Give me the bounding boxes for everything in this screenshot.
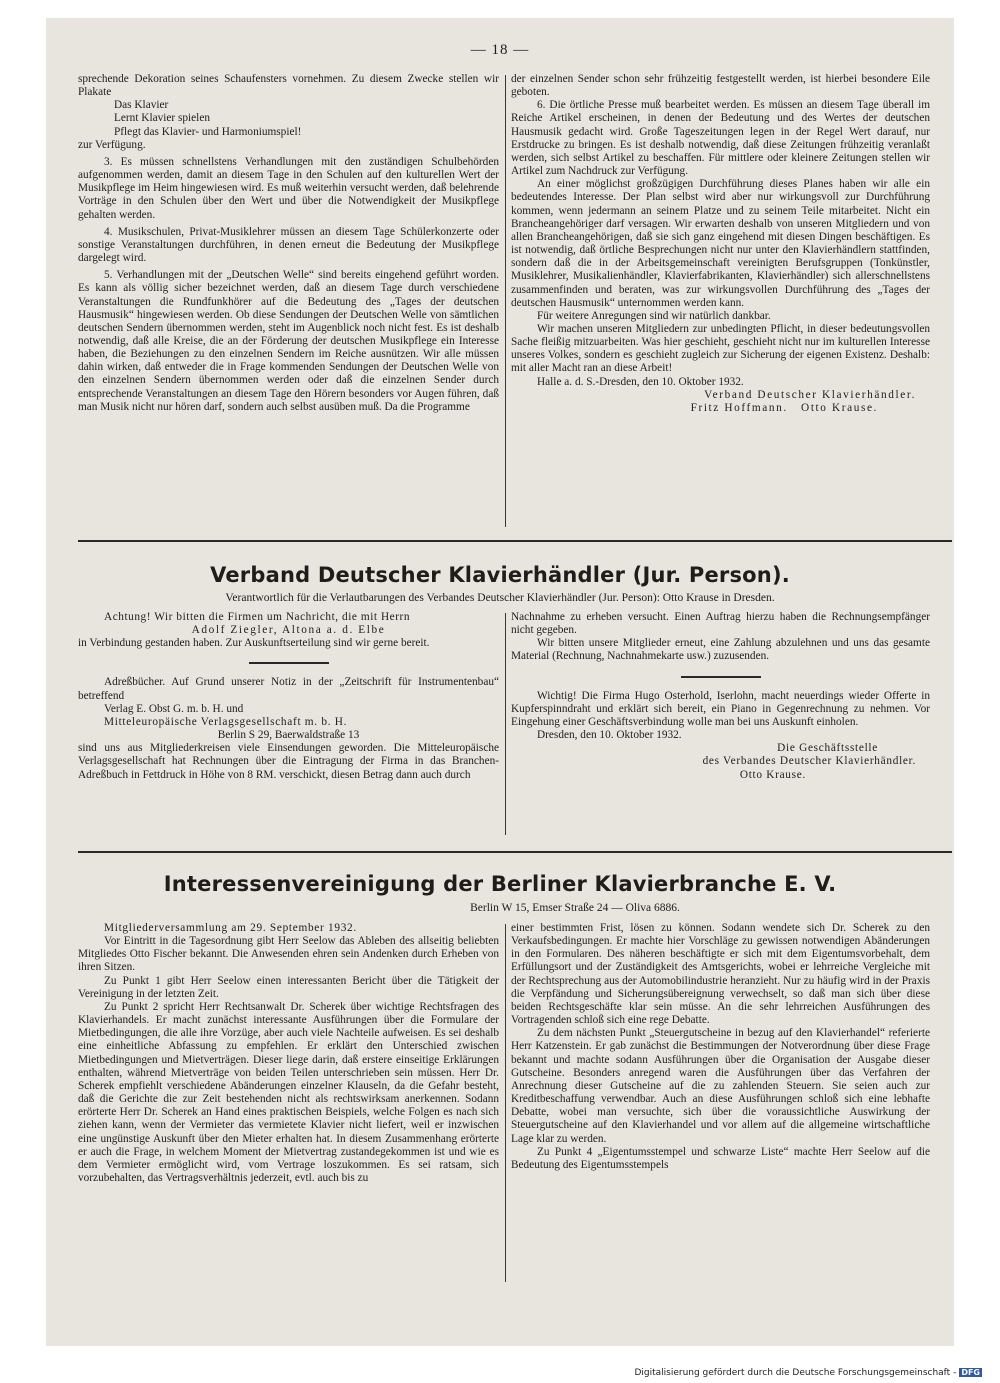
rule xyxy=(249,662,329,664)
paragraph: in Verbindung gestanden haben. Zur Auskunftserteilung sind wir gerne bereit. xyxy=(78,637,430,650)
signature-org: Verband Deutscher Klavierhändler. xyxy=(704,388,916,401)
paragraph: Vor Eintritt in die Tagesordnung gibt Herr Seelow das Ableben des allseitig beliebten Mitgliedes Otto Fischer bekannt. Die Anwesenden ehren sein Andenken durch Erheben von ihren Sitzen. xyxy=(78,935,499,974)
section2-left-column xyxy=(78,922,499,1185)
column-divider xyxy=(505,613,506,835)
paragraph: Zu Punkt 1 gibt Herr Seelow einen interessanten Bericht über die Tätigkeit der Vereinigung in der letzten Zeit. xyxy=(78,974,499,1000)
top-right-column xyxy=(511,73,930,415)
rule xyxy=(681,676,761,678)
paragraph: Zu dem nächsten Punkt „Steuergutscheine in bezug auf den Klavierhandel“ referierte Herr Katzenstein. Er gab zunächst die Bestimmungen der Notverordnung über diese Frage bekannt und machte sodann Ausführungen über die Organisation der Ausgabe dieser Gutscheine. Besonders anregend waren die Ausführungen über das Verfahren der Anrechnung dieser Gutscheine auf die zu zahlenden Steuern. Sie seien auch zur Kreditbeschaffung verwendbar. Auch an diese Ausführungen schloß sich eine lebhafte Debatte, wobei man versuchte, sich über die voraussichtliche Auswirkung der Steuergutscheine auf den Klavierhandel und vor allem auf die allgemeine wirtschaftliche Lage klar zu werden. xyxy=(511,1027,930,1145)
section-title: Verband Deutscher Klavierhändler (Jur. Person). xyxy=(210,563,790,587)
notice: Wichtig! Die Firma Hugo Osterhold, Iserlohn, macht neuerdings wieder Offerte in Kupferspinndraht und erklärt sich bereit, ein Piano in Gegenrechnung zu nehmen. Vor Eingehung einer Geschäftsverbindung wolle man bei uns Auskunft einholen. xyxy=(511,689,930,728)
paragraph: 4. Musikschulen, Privat-Musiklehrer müssen an diesem Tage Schülerkonzerte oder sonstige Veranstaltungen durchführen, in denen erneut die Bedeutung der Musikpflege dargelegt wird. xyxy=(78,225,499,265)
section-divider xyxy=(78,540,952,542)
column-divider xyxy=(505,75,506,527)
dateline: Dresden, den 10. Oktober 1932. xyxy=(537,729,682,742)
dateline: Halle a. d. S.-Dresden, den 10. Oktober 1932. xyxy=(537,375,744,388)
poster-text: Lernt Klavier spielen xyxy=(114,112,210,125)
page-number: — 18 — xyxy=(470,42,530,58)
paragraph: 5. Verhandlungen mit der „Deutschen Welle“ sind bereits eingehend geführt worden. Es kann als völlig sicher bezeichnet werden, daß an diesem Tage durch verschiedene Veranstaltungen die Rundfunkhörer auf die Bedeutung des „Tages der deutschen Hausmusik“ hingewiesen werden. Ob diese Sendungen der Deutschen Welle von sämtlichen deutschen Sendern übernommen werden, steht im Augenblick noch nicht fest. Es ist deshalb notwendig, daß alle Kreise, die an der Förderung der deutschen Musikpflege ein Interesse haben, die Beziehungen zu den einzelnen Sendern im Reiche ausnützen. Wir alle müssen dahin wirken, daß entweder die in Frage kommenden Sendungen der Deutschen Welle von den einzelnen Sendern übernommen werden oder daß die einzelnen Sender durch entsprechende Veranstaltungen an diesem Tage den Hörern besonders vor Augen führen, daß man Musik nicht nur hören darf, sondern auch selbst ausüben muß. Da die Programme xyxy=(78,269,499,413)
notice: Achtung! Wir bitten die Firmen um Nachricht, die mit Herrn xyxy=(104,611,411,623)
paragraph: sind uns aus Mitgliederkreisen viele Einsendungen geworden. Die Mitteleuropäische Verlagsgesellschaft hat Rechnungen über die Eintragung der Firma in das Branchen-Adreßbuch in Fettdruck in Höhe von 8 RM. verschickt, diesen Betrag dann auch durch xyxy=(78,742,499,781)
paragraph: Zu Punkt 2 spricht Herr Rechtsanwalt Dr. Scherek über wichtige Rechtsfragen des Klavierhandels. Er macht zunächst interessante Ausführungen über die Formulare der Mietbedingungen, die alle ihre Vorzüge, aber auch viele Nachteile aufweisen. Es sei deshalb eine einheitliche Abfassung zu empfehlen. Er erklärt den Unterschied zwischen Mietbedingungen und Mietverträgen. Dieser liege darin, daß erstere einseitige Erklärungen enthalten, während Mietverträge von beiden Teilen unterschrieben sein müssen. Herr Dr. Scherek empfiehlt verschiedene Abänderungen einzelner Klauseln, da die Gefahr besteht, daß die Gerichte die zur Zeit bestehenden nicht als rechtswirksam anerkennen. Sodann erörterte Herr Dr. Scherek an Hand eines praktischen Beispiels, welche Folgen es nach sich ziehen kann, wenn der Vermieter das vermietete Klavier nicht liefert, weil er inzwischen eine ungünstige Auskunft über den Mieter erhalten hat. In diesem Zusammenhang erörterte er auch die Frage, in welchem Moment der Mietvertrag zustandegekommen ist und wie es dem Vermieter ermöglicht wird, vom Vertrage loszukommen. Es sei ratsam, sich vorzubehalten, das Vertragsverhältnis jederzeit, evtl. auch bis zu xyxy=(78,1000,499,1184)
section1-left-column xyxy=(78,611,499,782)
firm-address: Berlin S 29, Baerwaldstraße 13 xyxy=(217,729,360,742)
signature-office: Die Geschäftsstelle xyxy=(777,742,878,755)
paragraph: 3. Es müssen schnellstens Verhandlungen mit den zuständigen Schulbehörden aufgenommen werden, damit an diesem Tage in den Schulen auf den kulturellen Wert der Musikpflege im Heim hingewiesen wird. Es muß weiterhin versucht werden, daß belehrende Vorträge in den Schulen über den Wert und über die Notwendigkeit der Musikpflege gehalten werden. xyxy=(78,155,499,221)
signature-names: Fritz Hoffmann. Otto Krause. xyxy=(690,401,878,414)
notice: Adreßbücher. Auf Grund unserer Notiz in der „Zeitschrift für Instrumentenbau“ betreffend xyxy=(78,676,499,702)
signature-names: Otto Krause. xyxy=(739,768,806,781)
section-subtitle: Verantwortlich für die Verlautbarungen des Verbandes Deutscher Klavierhändler (Jur. Person): Otto Krause in Dresden. xyxy=(225,592,775,604)
paragraph: 6. Die örtliche Presse muß bearbeitet werden. Es müssen an diesem Tage überall im Reiche Artikel erscheinen, in denen der Bedeutung und des Wertes der deutschen Hausmusik gedacht wird. Große Tageszeitungen legen in der Regel Wert darauf, nur Erstdrucke zu bringen. Es ist deshalb notwendig, daß diese Zeitungen frühzeitig veranlaßt werden, sich selbst Artikel zu beschaffen. Für mittlere oder kleinere Zeitungen stellen wir Artikel zum Nachdruck zur Verfügung. xyxy=(511,99,930,178)
person-name: Adolf Ziegler, Altona a. d. Elbe xyxy=(191,624,386,637)
paragraph: Wir bitten unsere Mitglieder erneut, eine Zahlung abzulehnen und uns das gesamte Material (Rechnung, Nachnahmekarte usw.) zuzusenden. xyxy=(511,637,930,663)
poster-text: Pflegt das Klavier- und Harmoniumspiel! xyxy=(114,125,302,138)
paragraph: Nachnahme zu erheben versucht. Einen Auftrag hierzu haben die Rechnungsempfänger nicht gegeben. xyxy=(511,611,930,637)
paragraph: Zu Punkt 4 „Eigentumsstempel und schwarze Liste“ machte Herr Seelow auf die Bedeutung des Eigentumsstempels xyxy=(511,1145,930,1171)
poster-text: Das Klavier xyxy=(114,99,169,112)
paragraph: zur Verfügung. xyxy=(78,138,146,151)
meeting-heading: Mitgliederversammlung am 29. September 1932. xyxy=(104,922,357,934)
section2-right-column xyxy=(511,922,930,1172)
paragraph: sprechende Dekoration seines Schaufensters vornehmen. Zu diesem Zwecke stellen wir Plakate xyxy=(78,73,499,99)
section-title: Interessenvereinigung der Berliner Klavierbranche E. V. xyxy=(163,872,837,896)
firm-name: Verlag E. Obst G. m. b. H. und xyxy=(104,702,244,715)
section1-right-column xyxy=(511,611,930,782)
signature-org: des Verbandes Deutscher Klavierhändler. xyxy=(702,755,916,768)
paragraph: der einzelnen Sender schon sehr frühzeitig festgestellt werden, ist hierbei besondere Eile geboten. xyxy=(511,73,930,99)
paragraph: An einer möglichst großzügigen Durchführung dieses Planes haben wir alle ein bedeutendes Interesse. Der Plan selbst wird aber nur wirkungsvoll zur Durchführung kommen, wenn jedermann an seinem Platze und zu seinem Teile mitarbeitet. Nicht ein Brancheangehöriger darf versagen. Wir erwarten deshalb von unseren Mitgliedern und von allen Brancheangehörigen, daß sie sich ganz eingehend mit diesen Dingen beschäftigen. Es ist notwendig, daß örtliche Besprechungen nicht nur unter den Klavierhändlern stattfinden, sondern daß die in der Arbeitsgemeinschaft vereinigten Berufsgruppen (Tonkünstler, Musiklehrer, Musikalienhändler, Klavierfabrikanten, Klavierhändler) sich allerschnellstens zusammenfinden und beraten, was zur wirkungsvollen Durchführung des „Tages der deutschen Hausmusik“ unternommen werden kann. xyxy=(511,178,930,309)
paragraph: Für weitere Anregungen sind wir natürlich dankbar. xyxy=(537,309,771,322)
footer-text: Digitalisierung gefördert durch die Deutsche Forschungsgemeinschaft - xyxy=(634,1368,957,1378)
top-left-column xyxy=(78,73,499,414)
column-divider xyxy=(505,924,506,1282)
section-subtitle: Berlin W 15, Emser Straße 24 — Oliva 6886. xyxy=(470,902,680,914)
firm-name: Mitteleuropäische Verlagsgesellschaft m. b. H. xyxy=(104,715,348,728)
paragraph: Wir machen unseren Mitgliedern zur unbedingten Pflicht, in dieser bedeutungsvollen Sache fleißig mitzuarbeiten. Was hier geschieht, geschieht nicht nur im kulturellen Interesse unseres Volkes, sondern es geschieht zugleich zur Sicherung der eigenen Existenz. Deshalb: mit aller Macht ran an diese Arbeit! xyxy=(511,322,930,375)
footer xyxy=(634,1368,982,1378)
paragraph: einer bestimmten Frist, lösen zu können. Sodann wendete sich Dr. Scherek zu den Verkaufsbedingungen. Er machte hier Vorschläge zu gewissen notwendigen Abänderungen in den Formularen. Des näheren beschäftigte er sich mit dem Eigentumsvorbehalt, dem Erfüllungsort und der Zuständigkeit des Amtsgerichts, wobei er lehrreiche Vergleiche mit der Rechtsprechung aus der Automobilindustrie heranzieht. Nur zu häufig wird in der Praxis die Verpfändung und Sicherungsübereignung verwechselt, so daß man sich über diese beiden Rechtsgeschäfte klar sein müsse. An die sehr lehrreichen Ausführungen des Vortragenden schloß sich eine rege Debatte. xyxy=(511,922,930,1027)
dfg-logo: DFG xyxy=(961,1368,980,1377)
section-divider xyxy=(78,851,952,853)
